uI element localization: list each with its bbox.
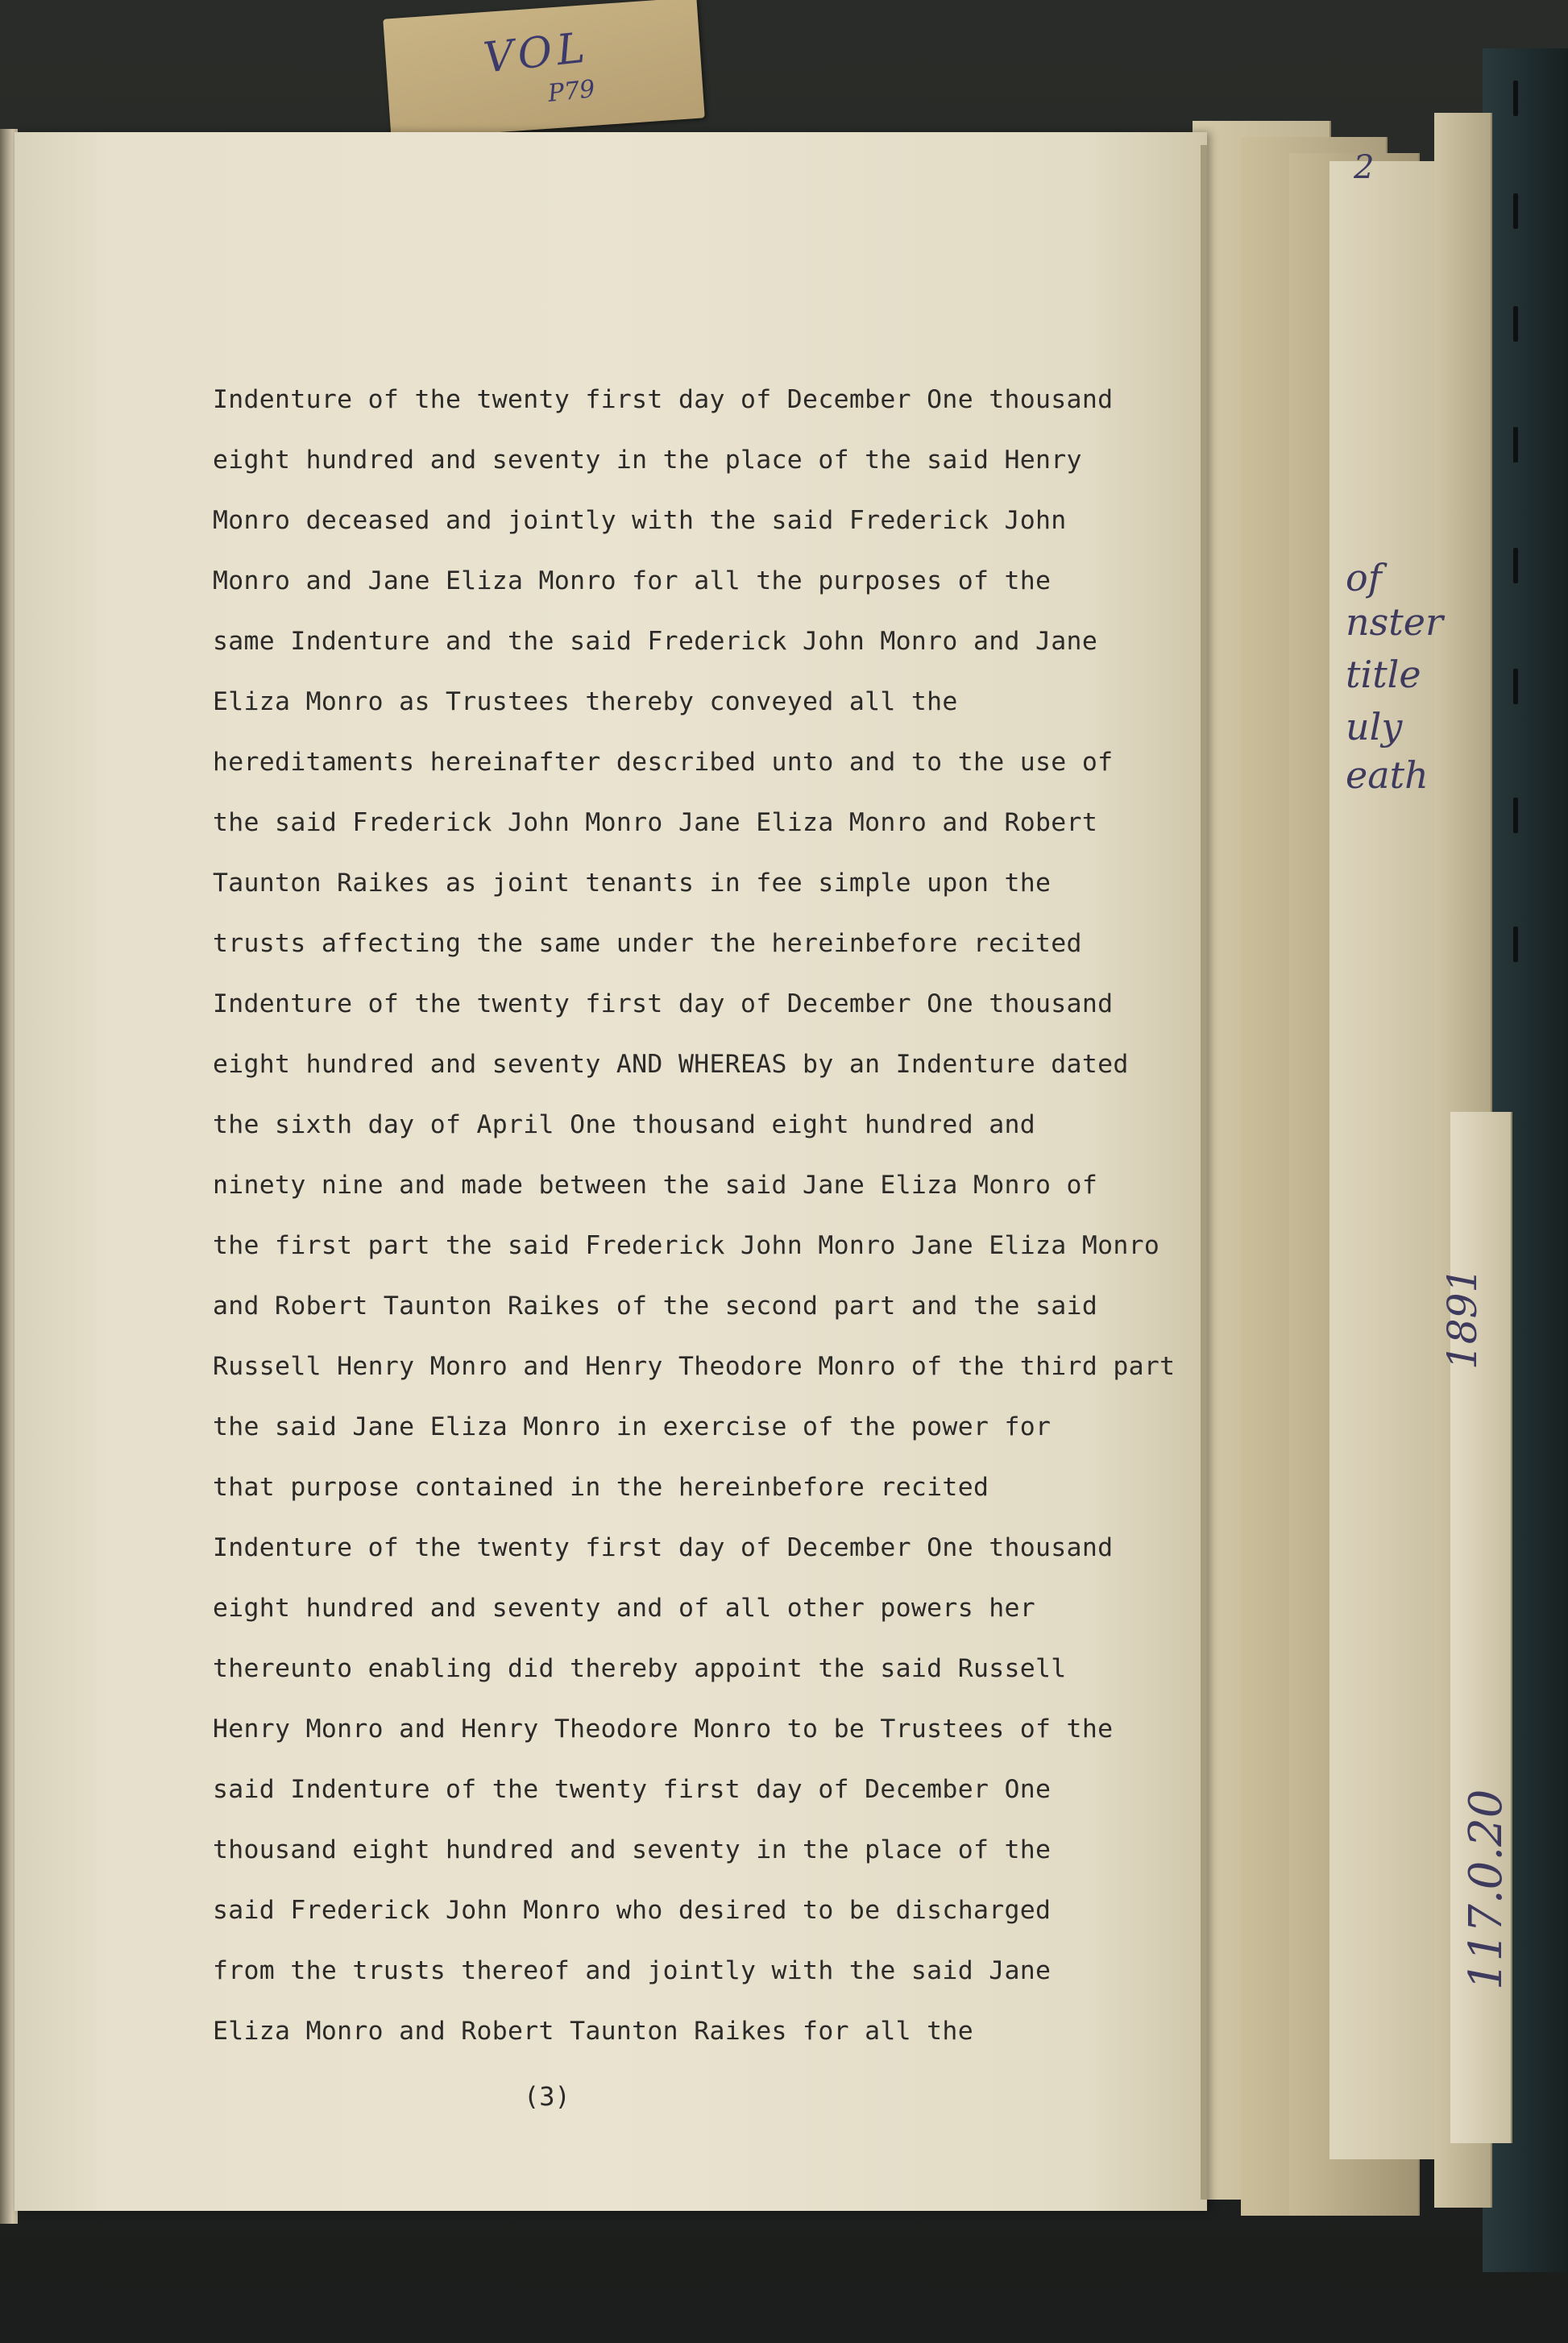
handwritten-margin-note: nster	[1346, 600, 1443, 644]
handwritten-spine-mark: 1891	[1439, 1267, 1486, 1370]
document-line: thereunto enabling did thereby appoint the said Russell	[213, 1654, 1067, 1683]
document-line: thousand eight hundred and seventy in the place of the	[213, 1835, 1052, 1864]
document-line: Taunton Raikes as joint tenants in fee simple upon the	[213, 869, 1052, 898]
document-line: Monro deceased and jointly with the said Frederick John	[213, 506, 1067, 535]
binding-stitch	[1513, 427, 1518, 462]
document-line: hereditaments hereinafter described unto and to the use of	[213, 748, 1114, 777]
document-line: eight hundred and seventy AND WHEREAS by an Indenture dated	[213, 1050, 1129, 1079]
document-line: Henry Monro and Henry Theodore Monro to be Trustees of the	[213, 1715, 1114, 1744]
archive-tag-sub-label: P79	[546, 75, 597, 108]
page-fore-edge	[1201, 145, 1207, 2200]
handwritten-vertical-mark: 117.0.20	[1460, 1789, 1512, 1990]
page-number: (3)	[524, 2081, 570, 2112]
handwritten-margin-note: uly	[1346, 705, 1403, 749]
binding-stitch	[1513, 193, 1518, 229]
handwritten-margin-note: eath	[1346, 753, 1429, 797]
archive-tag-label: VOL	[481, 23, 592, 83]
document-line: Russell Henry Monro and Henry Theodore Monro of the third part	[213, 1352, 1176, 1381]
document-line: Indenture of the twenty first day of December One thousand	[213, 1533, 1114, 1562]
document-line: Eliza Monro as Trustees thereby conveyed all the	[213, 687, 958, 716]
document-line: eight hundred and seventy and of all other powers her	[213, 1594, 1036, 1623]
binding-stitch	[1513, 669, 1518, 704]
document-line: same Indenture and the said Frederick John Monro and Jane	[213, 627, 1098, 656]
binding-stitch	[1513, 81, 1518, 116]
document-line: trusts affecting the same under the hereinbefore recited	[213, 929, 1082, 958]
document-line: Indenture of the twenty first day of December One thousand	[213, 989, 1114, 1018]
binding-stitch	[1513, 306, 1518, 342]
document-line: eight hundred and seventy in the place of the said Henry	[213, 446, 1082, 475]
document-line: Monro and Jane Eliza Monro for all the purposes of the	[213, 566, 1052, 595]
document-line: Eliza Monro and Robert Taunton Raikes for all the	[213, 2017, 973, 2046]
document-line: said Indenture of the twenty first day of December One	[213, 1775, 1052, 1804]
handwritten-corner-mark: 2	[1354, 149, 1375, 186]
binding-stitch	[1513, 798, 1518, 833]
document-line: the first part the said Frederick John Monro Jane Eliza Monro	[213, 1231, 1160, 1260]
binding-stitch	[1513, 548, 1518, 583]
document-line: the sixth day of April One thousand eight hundred and	[213, 1110, 1036, 1139]
document-line: that purpose contained in the hereinbefore recited	[213, 1473, 989, 1502]
handwritten-margin-note: of	[1346, 556, 1382, 599]
document-line: the said Frederick John Monro Jane Eliza Monro and Robert	[213, 808, 1098, 837]
document-line: from the trusts thereof and jointly with the said Jane	[213, 1956, 1052, 1985]
binding-stitch	[1513, 927, 1518, 962]
document-line: and Robert Taunton Raikes of the second part and the said	[213, 1292, 1098, 1321]
document-line: said Frederick John Monro who desired to be discharged	[213, 1896, 1052, 1925]
document-line: ninety nine and made between the said Jane Eliza Monro of	[213, 1171, 1098, 1200]
document-line: the said Jane Eliza Monro in exercise of the power for	[213, 1412, 1052, 1441]
handwritten-margin-note: title	[1346, 653, 1421, 696]
document-line: Indenture of the twenty first day of December One thousand	[213, 385, 1114, 414]
